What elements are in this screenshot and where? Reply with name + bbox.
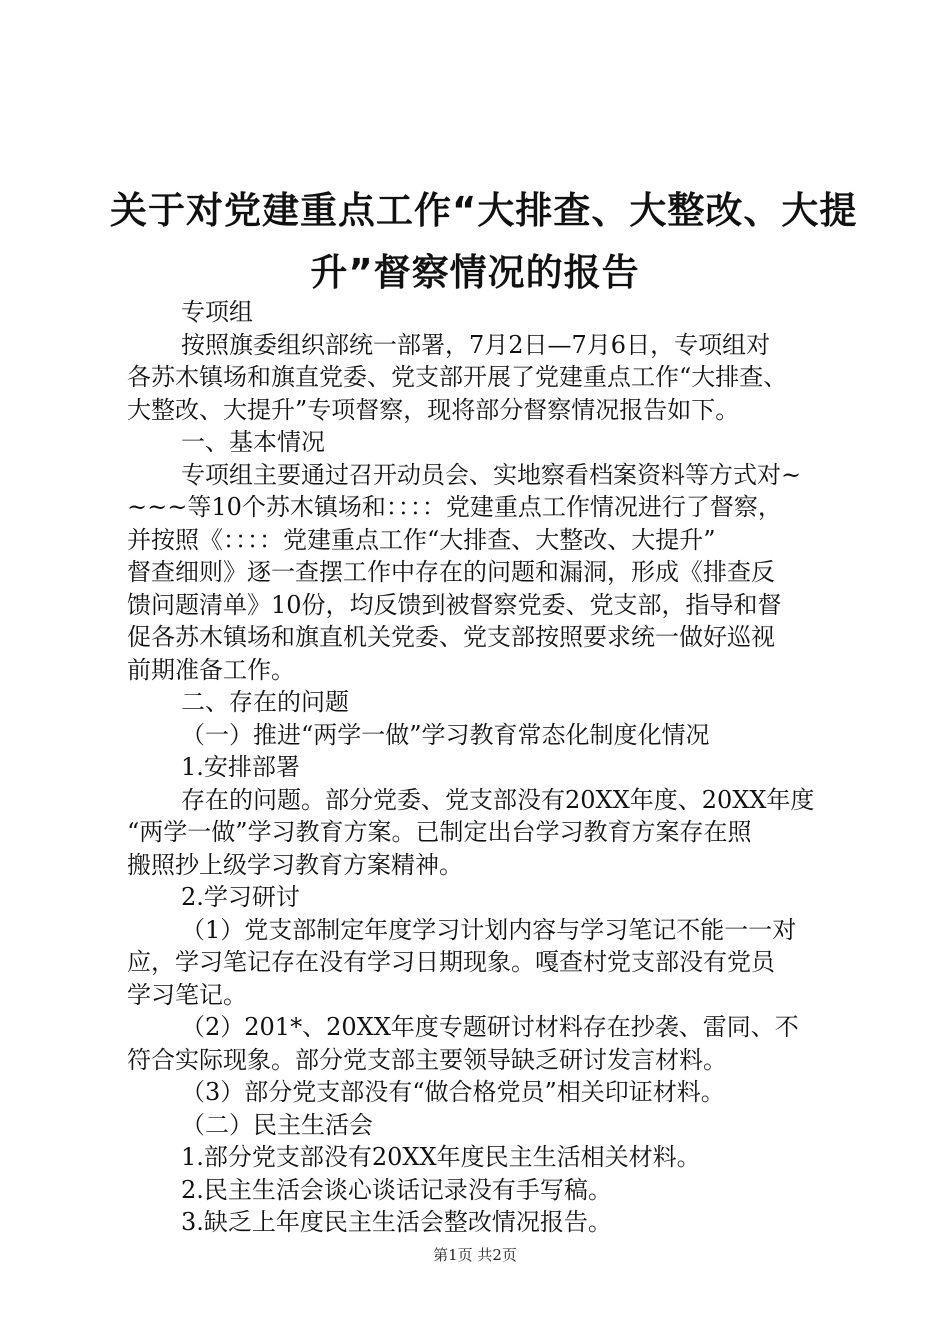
body-line: 1.安排部署 [181,753,300,781]
body-line: 搬照抄上级学习教育方案精神。 [127,850,463,879]
document-body [127,296,827,1239]
body-line: 馈问题清单》10份，均反馈到被督察党委、党支部，指导和督 [127,590,782,619]
body-line: 前期准备工作。 [127,655,295,684]
body-line: 二、存在的问题 [181,688,349,716]
body-line: 按照旗委组织部统一部署，7月2日—7月6日，专项组对 [181,330,771,359]
body-line: 学习笔记。 [127,980,247,1009]
body-line: 促各苏木镇场和旗直机关党委、党支部按照要求统一做好巡视 [127,623,775,651]
body-line: 3.缺乏上年度民主生活会整改情况报告。 [181,1208,612,1236]
body-line: （二）民主生活会 [181,1110,373,1139]
body-line: 大整改、大提升”专项督察，现将部分督察情况报告如下。 [127,395,740,424]
body-line: 各苏木镇场和旗直党委、党支部开展了党建重点工作“大排查、 [127,363,788,391]
page-footer: 第1页 共2页 [433,1246,517,1264]
body-line: （2）201*、20XX年度专题研讨材料存在抄袭、雷同、不 [181,1013,799,1041]
body-line: （一）推进“两学一做”学习教育常态化制度化情况 [181,720,710,749]
body-line: 应，学习笔记存在没有学习日期现象。嘎查村党支部没有党员 [127,948,775,976]
title-line-1: 关于对党建重点工作“大排查、大整改、大提 [110,189,858,232]
body-line: “两学一做”学习教育方案。已制定出台学习教育方案存在照 [127,818,752,846]
document-title [110,180,858,304]
body-line: ~~~等10个苏木镇场和：：：：党建重点工作情况进行了督察， [127,493,782,521]
body-line: 存在的问题。部分党委、党支部没有20XX年度、20XX年度 [181,785,815,814]
body-line: 督查细则》逐一查摆工作中存在的问题和漏洞，形成《排查反 [127,558,775,586]
body-line: （1）党支部制定年度学习计划内容与学习笔记不能一一对 [181,915,797,944]
body-line: 一、基本情况 [181,428,325,456]
body-line: 2.民主生活会谈心谈话记录没有手写稿。 [181,1175,612,1204]
body-line: 专项组主要通过召开动员会、实地察看档案资料等方式对~ [181,460,802,489]
body-line: 2.学习研讨 [181,883,300,911]
body-line: 1.部分党支部没有20XX年度民主生活相关材料。 [181,1143,701,1171]
body-line: 符合实际现象。部分党支部主要领导缺乏研讨发言材料。 [127,1045,727,1074]
title-line-2: 升”督察情况的报告 [310,251,640,294]
body-line: 并按照《：：：：党建重点工作“大排查、大整改、大提升” [127,525,716,554]
body-line: 专项组 [181,298,253,326]
body-line: （3）部分党支部没有“做合格党员”相关印证材料。 [181,1078,725,1106]
